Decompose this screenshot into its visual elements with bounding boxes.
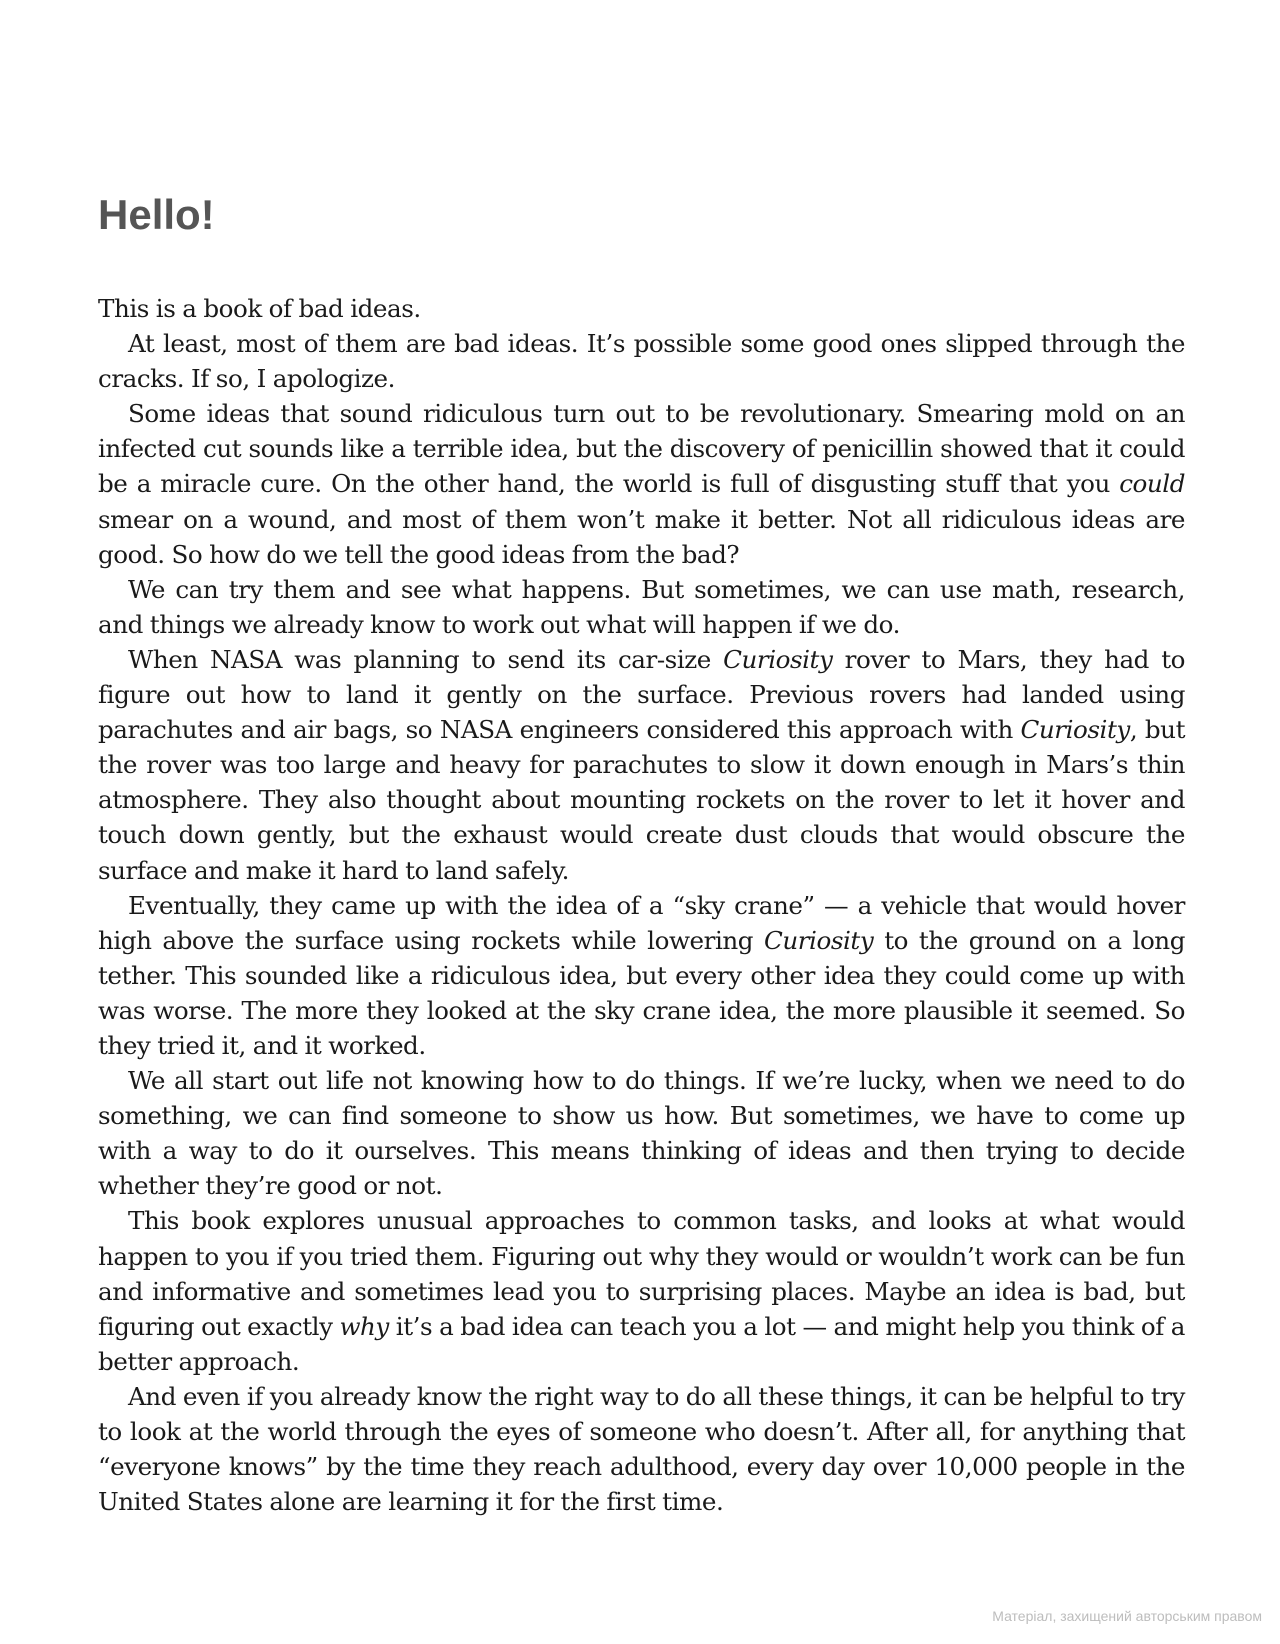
- paragraph: [98, 888, 1185, 1063]
- emphasis-could: could: [1119, 469, 1185, 499]
- emphasis-why: why: [339, 1311, 389, 1341]
- text-run: , but the rover was too large and heavy for parachutes to slow it down enough in Mars’s thin atmosphere. They also thought about mounting rockets on the rover to let it hover and touch down gently, but the exhaust would create dust clouds that would obscure the surface and make it hard to land safely.: [98, 715, 1186, 885]
- paragraph: [98, 572, 1185, 642]
- text-run: rover to Mars, they had to figure out how to land it gently on the surface. Previous rovers had landed using parachutes and air bags, so NASA engineers considered this approach with: [98, 644, 1185, 745]
- paragraph: [98, 1203, 1185, 1378]
- text-run: We can try them and see what happens. But sometimes, we can use math, research, and things we already know to work out what will happen if we do.: [98, 574, 1185, 639]
- text-run: Some ideas that sound ridiculous turn out to be revolutionary. Smearing mold on an infected cut sounds like a terrible idea, but the discovery of penicillin showed that it could be a miracle cure. On the other hand, the world is full of disgusting stuff that you: [98, 399, 1185, 499]
- copyright-watermark: Матеріал, захищений авторським правом: [992, 1608, 1262, 1624]
- paragraph: [98, 396, 1185, 571]
- paragraph: [98, 1379, 1185, 1519]
- paragraph: [98, 326, 1185, 396]
- text-run: it’s a bad idea can teach you a lot — and might help you think of a better approach.: [98, 1311, 1185, 1376]
- text-run: to the ground on a long tether. This sounded like a ridiculous idea, but every other idea they could come up with was worse. The more they looked at the sky crane idea, the more plausible it seemed. So they tried it, and it worked.: [98, 925, 1185, 1060]
- text-run: At least, most of them are bad ideas. It’s possible some good ones slipped through the cracks. If so, I apologize.: [98, 329, 1185, 394]
- text-run: Eventually, they came up with the idea of a “sky crane” — a vehicle that would hover high above the surface using rockets while lowering: [98, 890, 1185, 955]
- text-run: This book explores unusual approaches to common tasks, and looks at what would happen to you if you tried them. Figuring out why they would or wouldn’t work can be fun and informative and sometimes lead you to surprising places. Maybe an idea is bad, but figuring out exactly: [98, 1206, 1185, 1341]
- text-run: And even if you already know the right way to do all these things, it can be helpful to try to look at the world through the eyes of someone who doesn’t. After all, for anything that “everyone knows” by the time they reach adulthood, every day over 10,000 people in the United States alone are learning it for the first time.: [98, 1381, 1185, 1517]
- paragraph: [98, 1063, 1185, 1203]
- page-title: Hello!: [98, 191, 215, 238]
- text-run: This is a book of bad ideas.: [98, 294, 421, 323]
- text-run: smear on a wound, and most of them won’t make it better. Not all ridiculous ideas are good. So how do we tell the good ideas from the bad?: [98, 504, 1185, 569]
- body-text: [98, 291, 1185, 1519]
- emphasis-curiosity: Curiosity: [763, 925, 874, 955]
- emphasis-curiosity: Curiosity: [723, 644, 833, 674]
- paragraph: [98, 642, 1185, 888]
- emphasis-curiosity: Curiosity: [1020, 715, 1130, 745]
- text-run: We all start out life not knowing how to do things. If we’re lucky, when we need to do something, we can find someone to show us how. But sometimes, we have to come up with a way to do it ourselves. This means thinking of ideas and then trying to decide whether they’re good or not.: [98, 1066, 1185, 1201]
- paragraph: [98, 291, 1185, 326]
- text-run: When NASA was planning to send its car-size: [128, 644, 724, 674]
